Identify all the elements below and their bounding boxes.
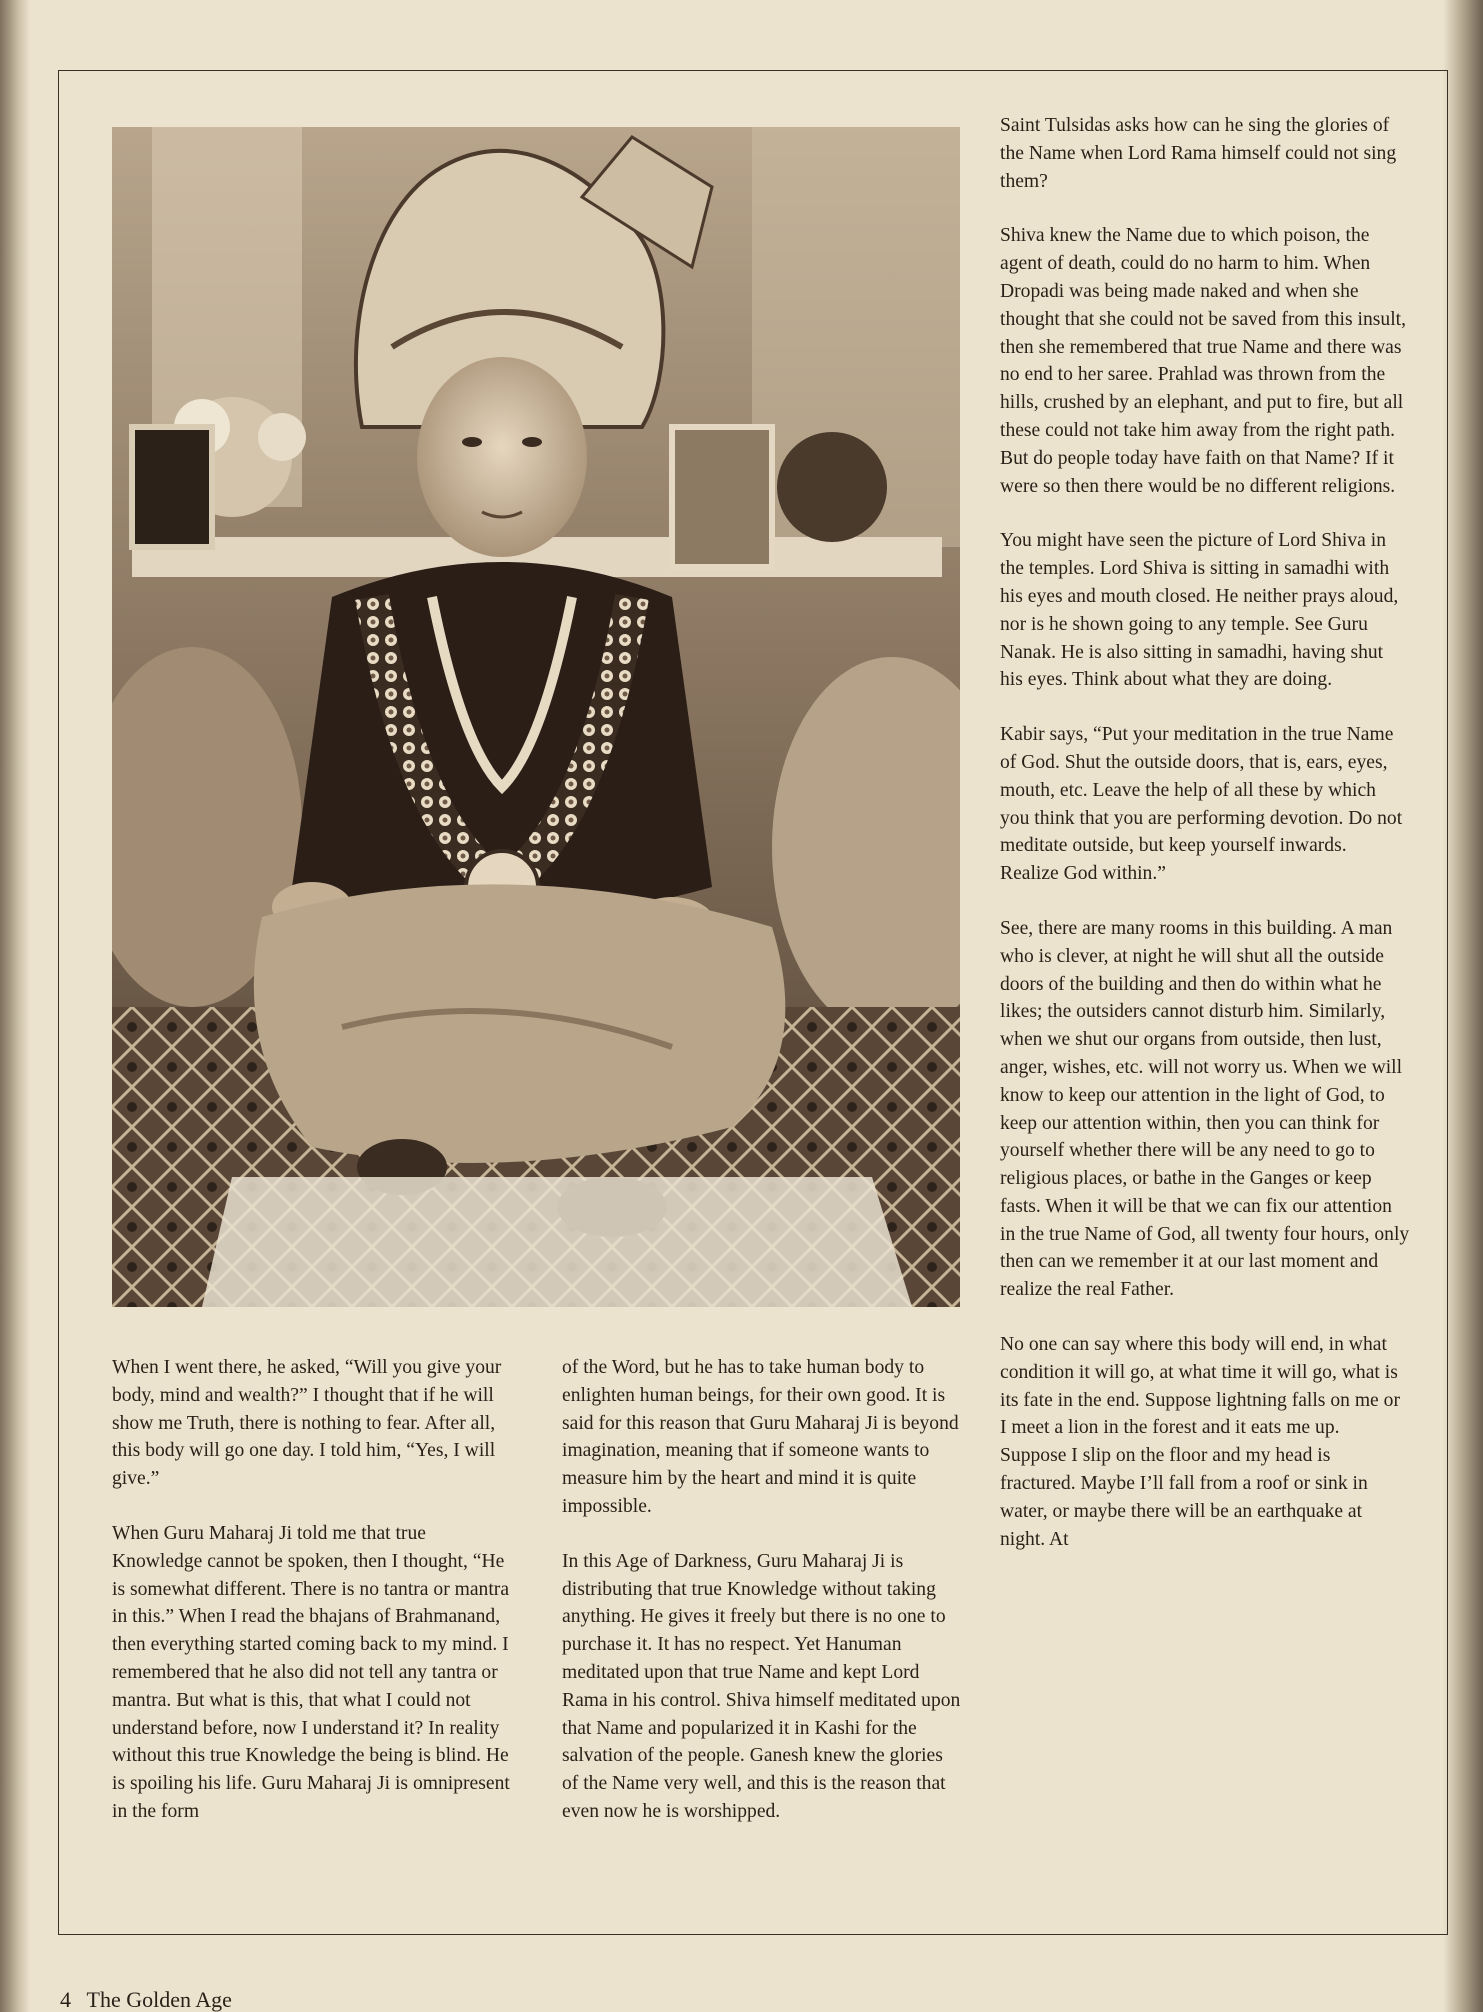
portrait-photo [112, 127, 960, 1307]
paragraph: No one can say where this body will end, in what condition it will go, at what time it will go, what is its fate in the end. Suppose lightning falls on me or I meet a lion in the forest and it eats me up. Suppose I slip on the floor and my head is fractured. Maybe I’ll fall from a roof or sink in water, or maybe there will be an earthquake at night. At [1000, 1334, 1400, 1550]
article-column-left [112, 1354, 517, 1853]
publication-name: The Golden Age [86, 1987, 232, 2012]
paragraph: of the Word, but he has to take human body to enlighten human beings, for their own good. It is said for this reason that Guru Maharaj Ji is beyond imagination, meaning that if someone wants to measure him by the heart and mind it is quite impossible. [562, 1357, 959, 1517]
paragraph: In this Age of Darkness, Guru Maharaj Ji is distributing that true Knowledge without taking anything. He gives it freely but there is no one to purchase it. It has no respect. Yet Hanuman meditated upon that true Name and kept Lord Rama in his control. Shiva himself meditated upon that Name and popularized it in Kashi for the salvation of the people. Ganesh knew the glories of the Name very well, and this is the reason that even now he is worshipped. [562, 1550, 961, 1822]
page-binding-shadow-left [0, 0, 30, 2012]
paragraph: Shiva knew the Name due to which poison, the agent of death, could do no harm to him. When Dropadi was being made naked and when she thought that she could not be saved from this insult, then she remembered that true Name and there was no end to her saree. Prahlad was thrown from the hills, crushed by an elephant, and put to fire, but all these could not take him away from the right path. But do people today have faith on that Name? If it were so then there would be no different religions. [1000, 225, 1406, 497]
article-column-middle [562, 1354, 962, 1853]
paragraph: When Guru Maharaj Ji told me that true Knowledge cannot be spoken, then I thought, “He is somewhat different. There is no tantra or mantra in this.” When I read the bhajans of Brahmanand, then everything started coming back to my mind. I remembered that he also did not tell any tantra or mantra. But what is this, that what I could not understand before, now I understand it? In reality without this true Knowledge the being is blind. He is spoiling his life. Guru Maharaj Ji is omnipresent in the form [112, 1522, 510, 1822]
portrait-photo-illustration [112, 127, 960, 1307]
page-binding-shadow-right [1443, 0, 1483, 2012]
article-column-right [1000, 112, 1410, 1580]
page-footer [60, 1988, 232, 2012]
paragraph: Kabir says, “Put your meditation in the true Name of God. Shut the outside doors, that is, ears, eyes, mouth, etc. Leave the help of all these by which you think that you are performing devotion. Do not meditate outside, but keep yourself inwards. Realize God within.” [1000, 724, 1403, 885]
paragraph: You might have seen the picture of Lord Shiva in the temples. Lord Shiva is sitting in samadhi with his eyes and mouth closed. He neither prays aloud, nor is he shown going to any temple. See Guru Nanak. He is also sitting in samadhi, having shut his eyes. Think about what they are doing. [1000, 530, 1399, 691]
paragraph: Saint Tulsidas asks how can he sing the glories of the Name when Lord Rama himself could not sing them? [1000, 115, 1397, 192]
paragraph: See, there are many rooms in this building. A man who is clever, at night he will shut all the outside doors of the building and then do within what he likes; the outsiders cannot disturb him. Similarly, when we shut our organs from outside, then lust, anger, wishes, etc. will not worry us. When we will know to keep our attention in the light of God, to keep our attention within, then you can think for yourself whether there will be any need to go to religious places, or bathe in the Ganges or keep fasts. When it will be that we can fix our attention in the true Name of God, all twenty four hours, only then can we remember it at our last moment and realize the real Father. [1000, 917, 1410, 1301]
paragraph: When I went there, he asked, “Will you give your body, mind and wealth?” I thought that if he will show me Truth, there is nothing to fear. After all, this body will go one day. I told him, “Yes, I will give.” [112, 1357, 502, 1490]
page-number: 4 [60, 1987, 71, 2012]
